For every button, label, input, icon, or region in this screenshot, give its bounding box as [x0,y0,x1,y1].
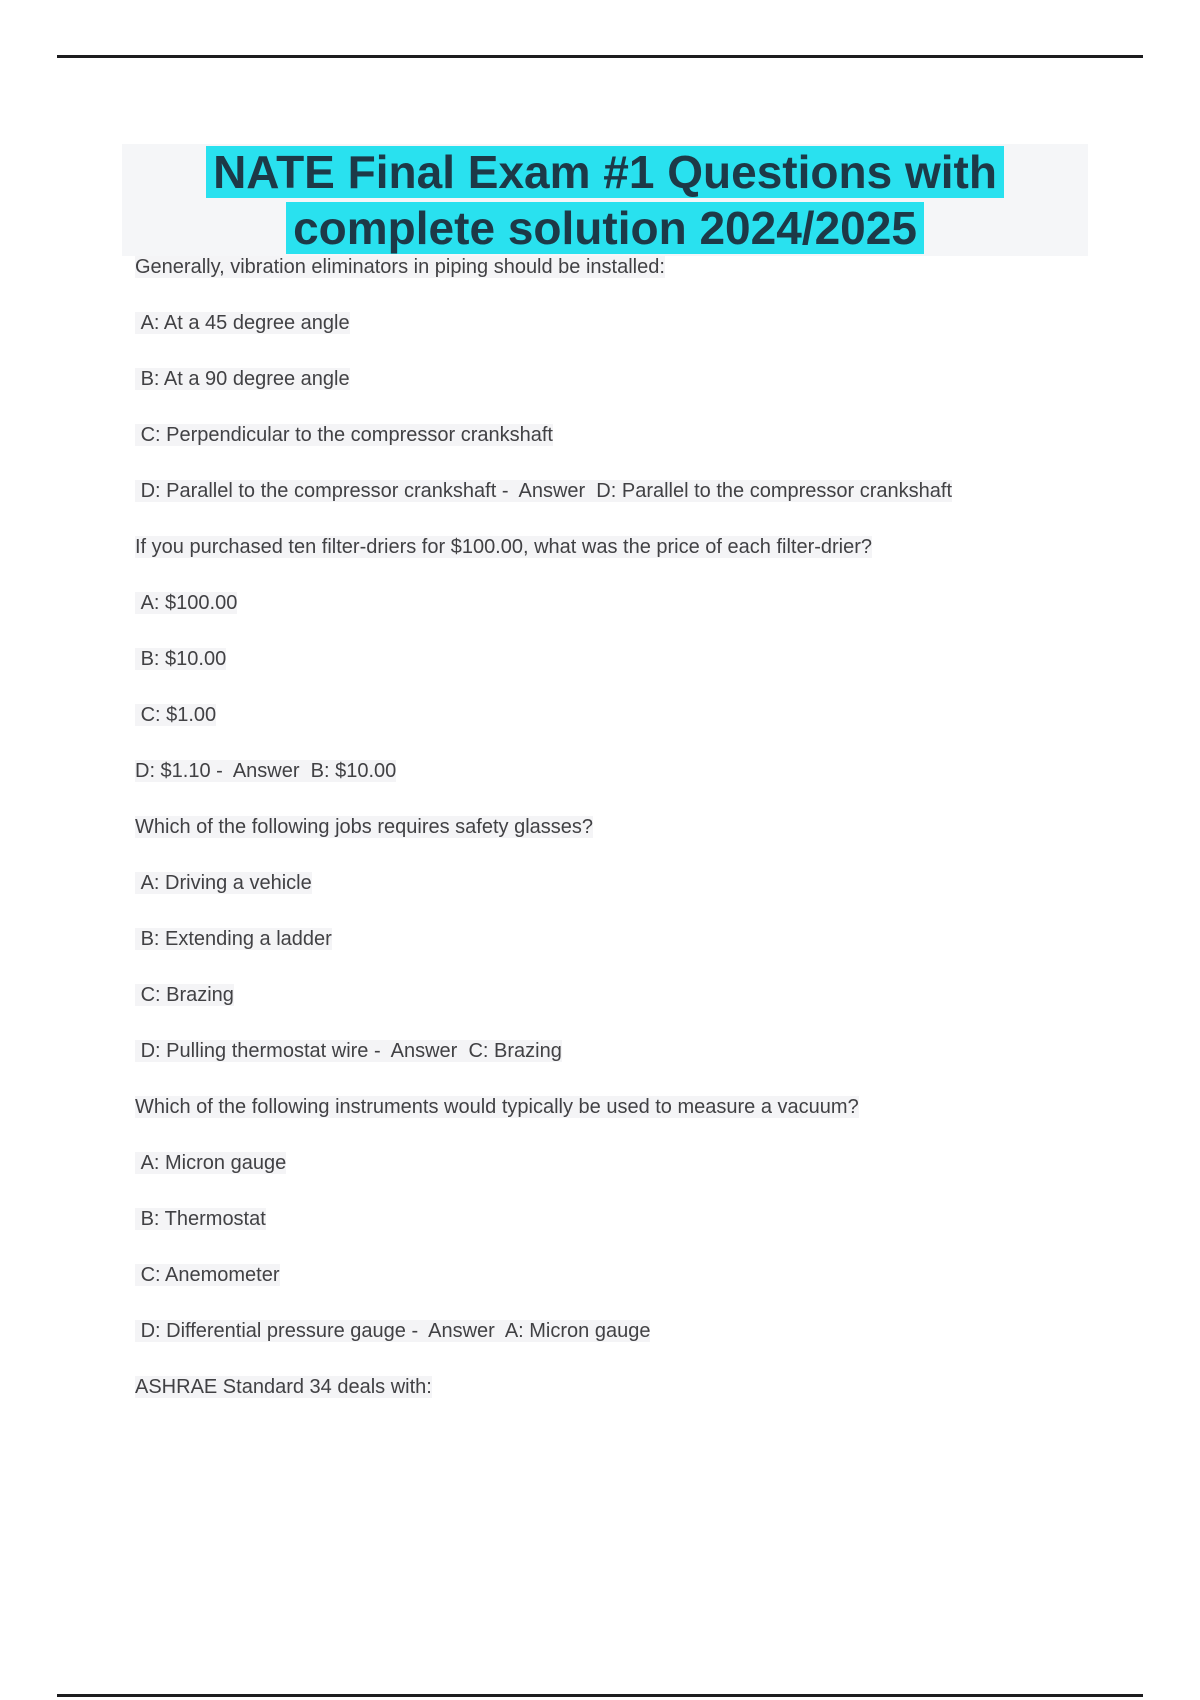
question-list [135,254,993,1430]
answer-option-paragraph [135,926,993,953]
title-highlight: NATE Final Exam #1 Questions with [206,146,1004,198]
title-block [122,144,1088,256]
document-title-line-1 [122,144,1088,200]
answer-option-text: A: $100.00 [135,592,238,614]
answer-option-text: C: Anemometer [135,1264,280,1286]
answer-option-text: C: Brazing [135,984,234,1006]
answer-option-text: A: At a 45 degree angle [135,312,350,334]
answer-option-text: D: Pulling thermostat wire - Answer C: Brazing [135,1040,562,1062]
answer-option-paragraph [135,590,993,617]
question-text: If you purchased ten filter-driers for $100.00, what was the price of each filter-drier? [135,536,873,558]
answer-option-text: B: $10.00 [135,648,227,670]
answer-option-paragraph [135,1206,993,1233]
question-paragraph [135,254,993,281]
answer-option-paragraph [135,702,993,729]
answer-option-text: D: Differential pressure gauge - Answer A: Micron gauge [135,1320,651,1342]
answer-option-text: B: Extending a ladder [135,928,332,950]
document-title-line-2 [122,200,1088,256]
answer-option-paragraph [135,1318,993,1345]
answer-option-paragraph [135,1262,993,1289]
answer-option-paragraph [135,310,993,337]
answer-option-paragraph [135,1038,993,1065]
answer-option-paragraph [135,1150,993,1177]
question-paragraph [135,1094,993,1121]
answer-option-paragraph [135,870,993,897]
top-horizontal-rule [57,55,1143,58]
answer-option-text: B: Thermostat [135,1208,266,1230]
answer-option-text: A: Driving a vehicle [135,872,312,894]
answer-option-paragraph [135,982,993,1009]
answer-option-text: A: Micron gauge [135,1152,287,1174]
title-highlight: complete solution 2024/2025 [286,202,924,254]
answer-option-paragraph [135,366,993,393]
answer-option-text: D: Parallel to the compressor crankshaft - Answer D: Parallel to the compressor crankshaft [135,480,952,502]
answer-option-text: B: At a 90 degree angle [135,368,350,390]
answer-option-paragraph [135,646,993,673]
answer-option-text: C: $1.00 [135,704,217,726]
question-text: Which of the following jobs requires safety glasses? [135,816,594,838]
bottom-horizontal-rule [57,1694,1143,1697]
question-paragraph [135,534,993,561]
answer-option-text: C: Perpendicular to the compressor crankshaft [135,424,553,446]
question-text: Which of the following instruments would typically be used to measure a vacuum? [135,1096,859,1118]
question-paragraph [135,1374,993,1401]
question-paragraph [135,814,993,841]
question-text: Generally, vibration eliminators in piping should be installed: [135,256,665,278]
answer-option-text: D: $1.10 - Answer B: $10.00 [135,760,397,782]
answer-option-paragraph [135,478,993,505]
answer-option-paragraph [135,758,993,785]
answer-option-paragraph [135,422,993,449]
question-text: ASHRAE Standard 34 deals with: [135,1376,432,1398]
